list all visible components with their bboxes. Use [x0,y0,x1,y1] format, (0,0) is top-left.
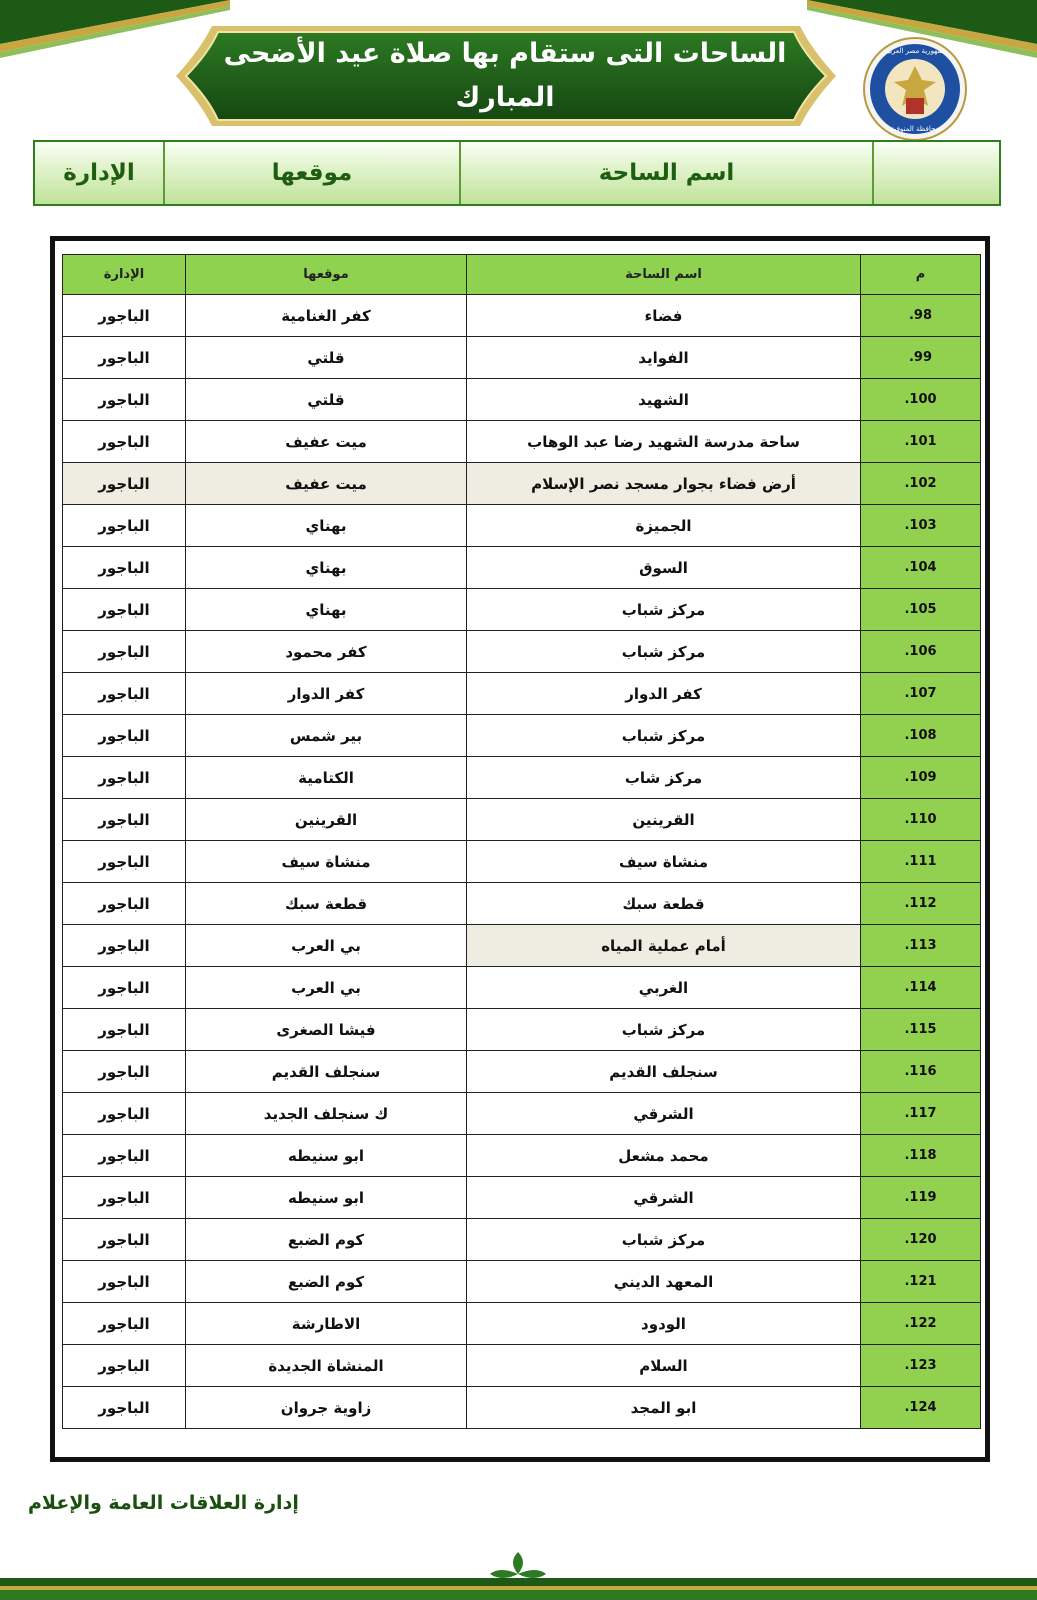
table-row [63,1051,981,1093]
row-num: 98. [861,295,981,337]
row-num: 106. [861,631,981,673]
row-name: الشهيد [467,379,861,421]
row-name: مركز شباب [467,1009,861,1051]
row-location: بهناي [186,589,467,631]
row-location: زاوية جروان [186,1387,467,1429]
table-row [63,799,981,841]
table-row [63,631,981,673]
row-num: 104. [861,547,981,589]
row-admin: الباجور [63,337,186,379]
row-name: الشرقي [467,1093,861,1135]
row-num: 119. [861,1177,981,1219]
row-location: قلتي [186,337,467,379]
row-num: 101. [861,421,981,463]
row-num: 99. [861,337,981,379]
row-admin: الباجور [63,589,186,631]
header-name: اسم الساحة [467,255,861,295]
row-num: 105. [861,589,981,631]
row-location: قطعة سبك [186,883,467,925]
svg-text:محافظة المنوفية: محافظة المنوفية [890,125,940,133]
row-name: القرينين [467,799,861,841]
row-admin: الباجور [63,421,186,463]
row-name: منشاة سيف [467,841,861,883]
row-location: ميت عفيف [186,463,467,505]
row-admin: الباجور [63,1051,186,1093]
row-location: القرينين [186,799,467,841]
row-num: 102. [861,463,981,505]
row-admin: الباجور [63,925,186,967]
title-text [210,30,800,120]
table-row [63,589,981,631]
table-row [63,757,981,799]
row-name: السلام [467,1345,861,1387]
row-admin: الباجور [63,295,186,337]
row-admin: الباجور [63,967,186,1009]
header-bar-location: موقعها [163,142,459,204]
row-name: أرض فضاء بجوار مسجد نصر الإسلام [467,463,861,505]
row-num: 103. [861,505,981,547]
table-row [63,925,981,967]
row-admin: الباجور [63,631,186,673]
row-num: 107. [861,673,981,715]
row-name: مركز شاب [467,757,861,799]
table-row [63,841,981,883]
row-admin: الباجور [63,715,186,757]
row-num: 120. [861,1219,981,1261]
row-admin: الباجور [63,1387,186,1429]
table-row [63,883,981,925]
row-num: 112. [861,883,981,925]
table-row [63,673,981,715]
row-admin: الباجور [63,1135,186,1177]
row-num: 114. [861,967,981,1009]
row-name: قطعة سبك [467,883,861,925]
header-bar-num-cell [872,142,999,204]
row-location: كوم الضبع [186,1261,467,1303]
row-name: محمد مشعل [467,1135,861,1177]
row-admin: الباجور [63,505,186,547]
row-location: بهناي [186,505,467,547]
footer-department: إدارة العلاقات العامة والإعلام [28,1492,299,1514]
row-admin: الباجور [63,547,186,589]
bottom-decor-band [0,1548,1037,1600]
row-location: بي العرب [186,967,467,1009]
row-num: 109. [861,757,981,799]
row-name: ساحة مدرسة الشهيد رضا عبد الوهاب [467,421,861,463]
table-row [63,379,981,421]
header-location: موقعها [186,255,467,295]
row-name: ابو المجد [467,1387,861,1429]
squares-table [62,254,981,1429]
table-row [63,967,981,1009]
svg-text:جمهورية مصر العربية: جمهورية مصر العربية [884,47,946,55]
row-name: الجميزة [467,505,861,547]
table-row [63,1093,981,1135]
row-name: مركز شباب [467,715,861,757]
row-num: 124. [861,1387,981,1429]
table-row [63,1135,981,1177]
row-location: الكتامية [186,757,467,799]
table-row [63,337,981,379]
row-num: 118. [861,1135,981,1177]
row-num: 111. [861,841,981,883]
row-admin: الباجور [63,1345,186,1387]
row-admin: الباجور [63,1177,186,1219]
row-num: 121. [861,1261,981,1303]
row-location: المنشاة الجديدة [186,1345,467,1387]
row-admin: الباجور [63,883,186,925]
row-admin: الباجور [63,757,186,799]
row-name: مركز شباب [467,631,861,673]
row-name: أمام عملية المياه [467,925,861,967]
table-row [63,1261,981,1303]
row-num: 100. [861,379,981,421]
row-location: كفر الغنامية [186,295,467,337]
row-name: كفر الدوار [467,673,861,715]
row-admin: الباجور [63,379,186,421]
header-num: م [861,255,981,295]
row-location: الاطارشة [186,1303,467,1345]
row-name: مركز شباب [467,589,861,631]
row-location: ابو سنيطه [186,1135,467,1177]
row-name: مركز شباب [467,1219,861,1261]
table-row [63,1219,981,1261]
table-row [63,547,981,589]
header-bar-admin: الإدارة [63,160,135,186]
header-bar-name: اسم الساحة [459,142,872,204]
row-location: قلتي [186,379,467,421]
row-name: فضاء [467,295,861,337]
row-admin: الباجور [63,463,186,505]
row-num: 113. [861,925,981,967]
row-name: السوق [467,547,861,589]
row-name: الشرقي [467,1177,861,1219]
row-num: 117. [861,1093,981,1135]
row-name: الفوايد [467,337,861,379]
table-row [63,1177,981,1219]
row-admin: الباجور [63,1093,186,1135]
table-row [63,421,981,463]
row-num: 108. [861,715,981,757]
row-admin: الباجور [63,673,186,715]
row-location: منشاة سيف [186,841,467,883]
row-location: فيشا الصغرى [186,1009,467,1051]
row-location: كفر الدوار [186,673,467,715]
row-num: 116. [861,1051,981,1093]
row-location: كوم الضبع [186,1219,467,1261]
governorate-seal-icon [862,36,968,142]
row-num: 115. [861,1009,981,1051]
row-admin: الباجور [63,841,186,883]
header-bar [33,140,1001,206]
row-admin: الباجور [63,1009,186,1051]
table-row [63,295,981,337]
row-num: 123. [861,1345,981,1387]
table-row [63,1303,981,1345]
leaf-ornament-icon [490,1552,546,1578]
header-admin: الإدارة [63,255,186,295]
table-row [63,1009,981,1051]
row-location: ك سنجلف الجديد [186,1093,467,1135]
row-name: الغربي [467,967,861,1009]
row-location: ميت عفيف [186,421,467,463]
table-row [63,505,981,547]
row-location: ابو سنيطه [186,1177,467,1219]
row-name: المعهد الديني [467,1261,861,1303]
row-location: بير شمس [186,715,467,757]
row-location: سنجلف القديم [186,1051,467,1093]
row-admin: الباجور [63,799,186,841]
table-body [63,295,981,1429]
row-location: كفر محمود [186,631,467,673]
row-location: بهناي [186,547,467,589]
row-location: بي العرب [186,925,467,967]
table-header-row [63,255,981,295]
row-admin: الباجور [63,1261,186,1303]
row-name: سنجلف القديم [467,1051,861,1093]
table-row [63,1387,981,1429]
row-admin: الباجور [63,1219,186,1261]
title-line-1: الساحات التى ستقام بها صلاة عيد الأضحى المبارك [223,38,787,113]
table-row [63,463,981,505]
row-num: 122. [861,1303,981,1345]
table-row [63,1345,981,1387]
row-num: 110. [861,799,981,841]
row-admin: الباجور [63,1303,186,1345]
table-row [63,715,981,757]
row-name: الودود [467,1303,861,1345]
